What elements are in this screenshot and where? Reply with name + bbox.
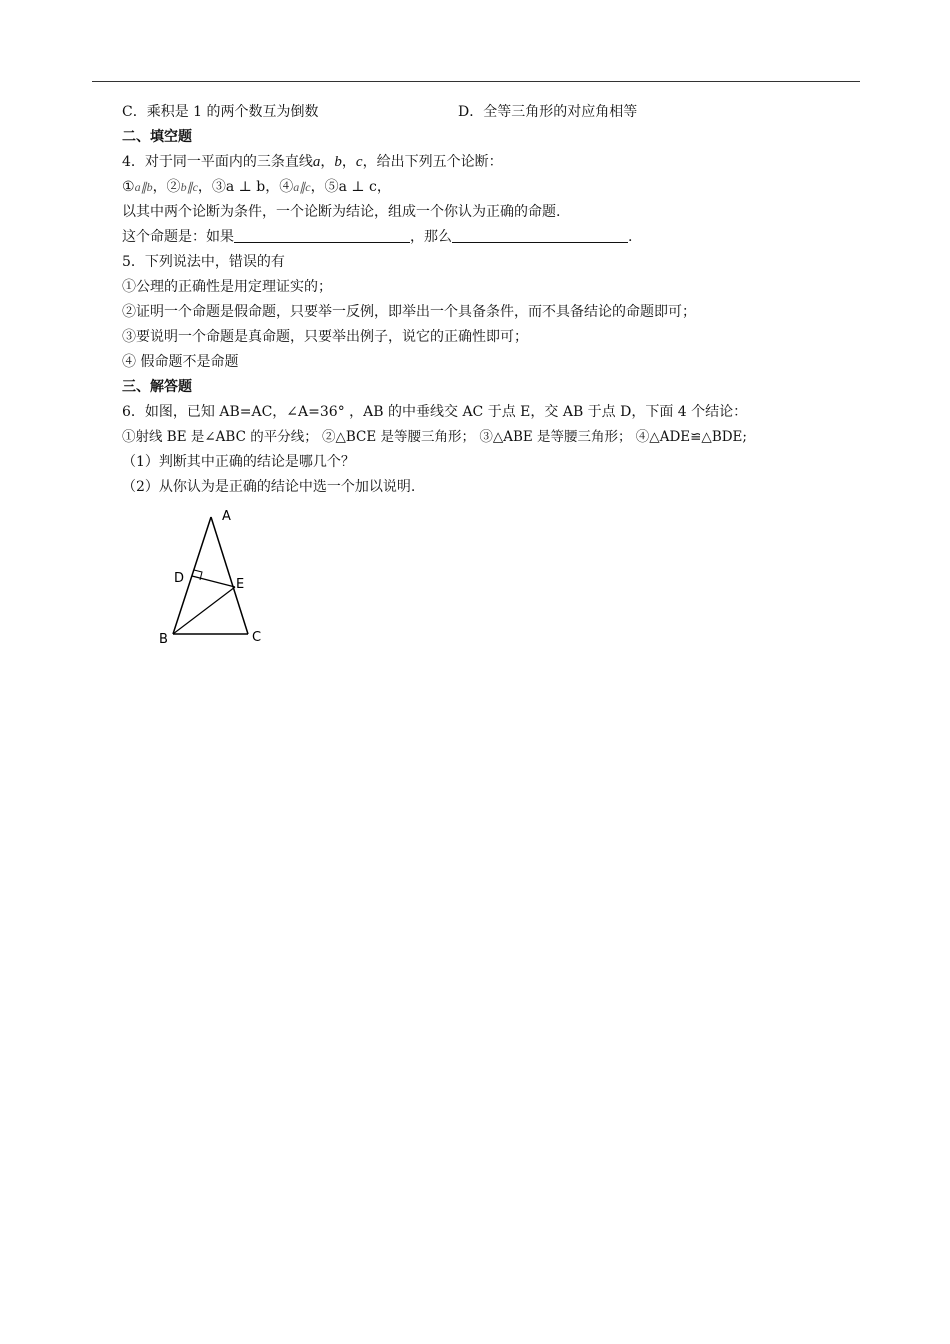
q6-part-1: （1）判断其中正确的结论是哪几个？ xyxy=(122,454,355,470)
q5-item-4: ④ 假命题不是命题 xyxy=(122,354,239,370)
q5-item-1: ①公理的正确性是用定理证实的； xyxy=(122,279,332,295)
q5-item-3: ③要说明一个命题是真命题，只要举出例子，说它的正确性即可； xyxy=(122,329,528,345)
segment-be xyxy=(173,587,235,634)
segment-ac xyxy=(211,517,248,634)
q5-item-2: ②证明一个命题是假命题，只要举一反例，即举出一个具备条件，而不具备结论的命题即可； xyxy=(122,304,696,320)
segment-de xyxy=(192,576,235,587)
label-e: E xyxy=(236,577,245,592)
q4-condition-blank[interactable] xyxy=(234,228,410,243)
q6-conclusions: ①射线 BE 是∠ABC 的平分线； ②△BCE 是等腰三角形； ③△ABE 是等腰三角形； ④△ADE≌△BDE; xyxy=(122,429,747,445)
triangle-figure xyxy=(150,500,280,650)
q3-option-c: C．乘积是 1 的两个数互为倒数 xyxy=(122,104,319,120)
q4-statements: ①a∥b，②b∥c，③a ⊥ b，④a∥c，⑤a ⊥ c， xyxy=(122,179,391,195)
section-title-solve: 三、解答题 xyxy=(122,379,192,395)
label-a: A xyxy=(222,509,231,524)
label-b: B xyxy=(159,632,168,647)
q4-instruction: 以其中两个论断为条件，一个论断为结论，组成一个你认为正确的命题. xyxy=(122,204,561,220)
q6-part-2: （2）从你认为是正确的结论中选一个加以说明. xyxy=(122,479,416,495)
q6-stem: 6．如图，已知 AB=AC，∠A=36° ，AB 的中垂线交 AC 于点 E，交 AB 于点 D，下面 4 个结论： xyxy=(122,404,748,420)
q4-conclusion-blank[interactable] xyxy=(452,228,628,243)
q5-stem: 5．下列说法中，错误的有 xyxy=(122,254,285,270)
right-angle-mark xyxy=(194,570,202,580)
label-c: C xyxy=(252,630,262,645)
header-rule xyxy=(92,81,860,82)
q4-fill-line: 这个命题是：如果 ，那么 . xyxy=(122,229,633,245)
q3-options-row xyxy=(122,103,319,121)
q3-option-d: D．全等三角形的对应角相等 xyxy=(458,104,638,120)
section-title-fill-blank: 二、填空题 xyxy=(122,129,192,145)
q4-stem: 4．对于同一平面内的三条直线a，b，c，给出下列五个论断： xyxy=(122,154,503,170)
label-d: D xyxy=(174,571,185,586)
